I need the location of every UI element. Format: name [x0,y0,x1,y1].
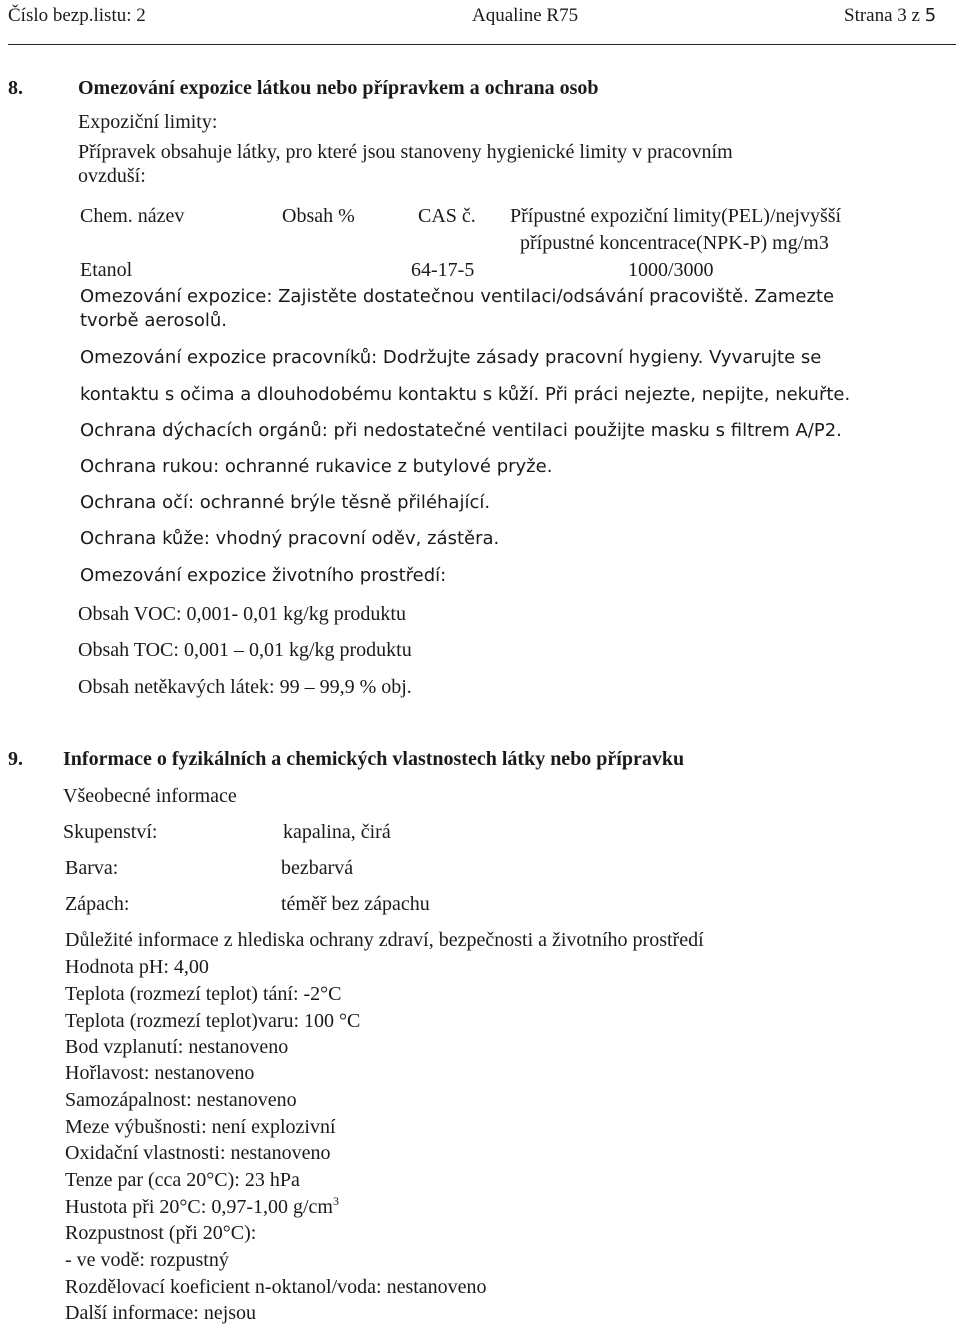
table-header-name: Chem. název [80,205,185,227]
section9-number: 9. [8,748,23,770]
vapour-pressure: Tenze par (cca 20°C): 23 hPa [65,1169,300,1191]
table-header-cas: CAS č. [418,205,476,227]
nonvolatile-content: Obsah netěkavých látek: 99 – 99,9 % obj. [78,676,412,698]
header-page-indicator [844,6,936,25]
section8-number: 8. [8,77,23,99]
respiratory-protection: Ochrana dýchacích orgánů: při nedostatečné ventilaci použijte masku s filtrem A/P2. [80,420,842,441]
water-solubility: - ve vodě: rozpustný [65,1249,229,1271]
hand-protection: Ochrana rukou: ochranné rukavice z butylové pryže. [80,456,553,477]
table-header-pel-cont: přípustné koncentrace(NPK-P) mg/m3 [520,232,829,254]
density-value: Hustota při 20°C: 0,97-1,00 g/cm [65,1196,333,1218]
flammability: Hořlavost: nestanoveno [65,1062,255,1084]
section8-title: Omezování expozice látkou nebo přípravkem a ochrana osob [78,77,599,99]
table-header-content: Obsah % [282,205,355,227]
page-label: Strana 3 z [844,5,925,26]
color-label: Barva: [65,857,119,879]
partition-coefficient: Rozdělovací koeficient n-oktanol/voda: nestanoveno [65,1276,487,1298]
skin-protection: Ochrana kůže: vhodný pracovní oděv, zástěra. [80,528,500,549]
color-value: bezbarvá [281,857,354,879]
state-value: kapalina, čirá [283,821,391,843]
table-row-name: Etanol [80,259,133,281]
exposure-limits-label: Expoziční limity: [78,111,218,133]
odor-value: téměř bez zápachu [281,893,430,915]
voc-content: Obsah VOC: 0,001- 0,01 kg/kg produktu [78,603,406,625]
density [65,1194,339,1218]
ph-value: Hodnota pH: 4,00 [65,956,209,978]
header-product-name: Aqualine R75 [472,5,579,26]
solubility: Rozpustnost (při 20°C): [65,1222,257,1244]
eye-protection: Ochrana očí: ochranné brýle těsně přiléhající. [80,492,491,513]
workers-exposure-text-cont: kontaktu s očima a dlouhodobému kontaktu s kůží. Při práci nejezte, nepijte, nekuřte. [80,384,851,405]
section9-title: Informace o fyzikálních a chemických vlastnostech látky nebo přípravku [63,748,685,770]
oxidizing-properties: Oxidační vlastnosti: nestanoveno [65,1142,331,1164]
exposure-limits-text: Přípravek obsahuje látky, pro které jsou stanoveny hygienické limity v pracovním [78,141,733,163]
header-sheet-number: Číslo bezp.listu: 2 [8,5,146,26]
exposure-limits-text-cont: ovzduší: [78,165,146,187]
page-total: 5 [924,5,937,26]
density-exponent: 3 [332,1194,339,1208]
toc-content: Obsah TOC: 0,001 – 0,01 kg/kg produktu [78,639,412,661]
odor-label: Zápach: [65,893,130,915]
explosive-limits: Meze výbušnosti: není explozivní [65,1116,336,1138]
table-header-pel: Přípustné expoziční limity(PEL)/nejvyšší [510,205,842,227]
environment-exposure: Omezování expozice životního prostředí: [80,565,447,586]
melting-point: Teplota (rozmezí teplot) tání: -2°C [65,983,342,1005]
workers-exposure-text: Omezování expozice pracovníků: Dodržujte zásady pracovní hygieny. Vyvarujte se [80,347,822,368]
exposure-control-text: Omezování expozice: Zajistěte dostatečnou ventilaci/odsávání pracoviště. Zamezte [80,286,835,307]
exposure-control-text-cont: tvorbě aerosolů. [80,310,227,331]
state-label: Skupenství: [63,821,158,843]
flash-point: Bod vzplanutí: nestanoveno [65,1036,289,1058]
important-info-heading: Důležité informace z hlediska ochrany zdraví, bezpečnosti a životního prostředí [65,929,704,951]
other-info: Další informace: nejsou [65,1302,257,1324]
table-row-pel: 1000/3000 [628,259,714,281]
header-divider [8,44,956,45]
boiling-point: Teplota (rozmezí teplot)varu: 100 °C [65,1010,361,1032]
autoignition: Samozápalnost: nestanoveno [65,1089,297,1111]
general-info-heading: Všeobecné informace [63,785,237,807]
table-row-cas: 64-17-5 [411,259,475,281]
